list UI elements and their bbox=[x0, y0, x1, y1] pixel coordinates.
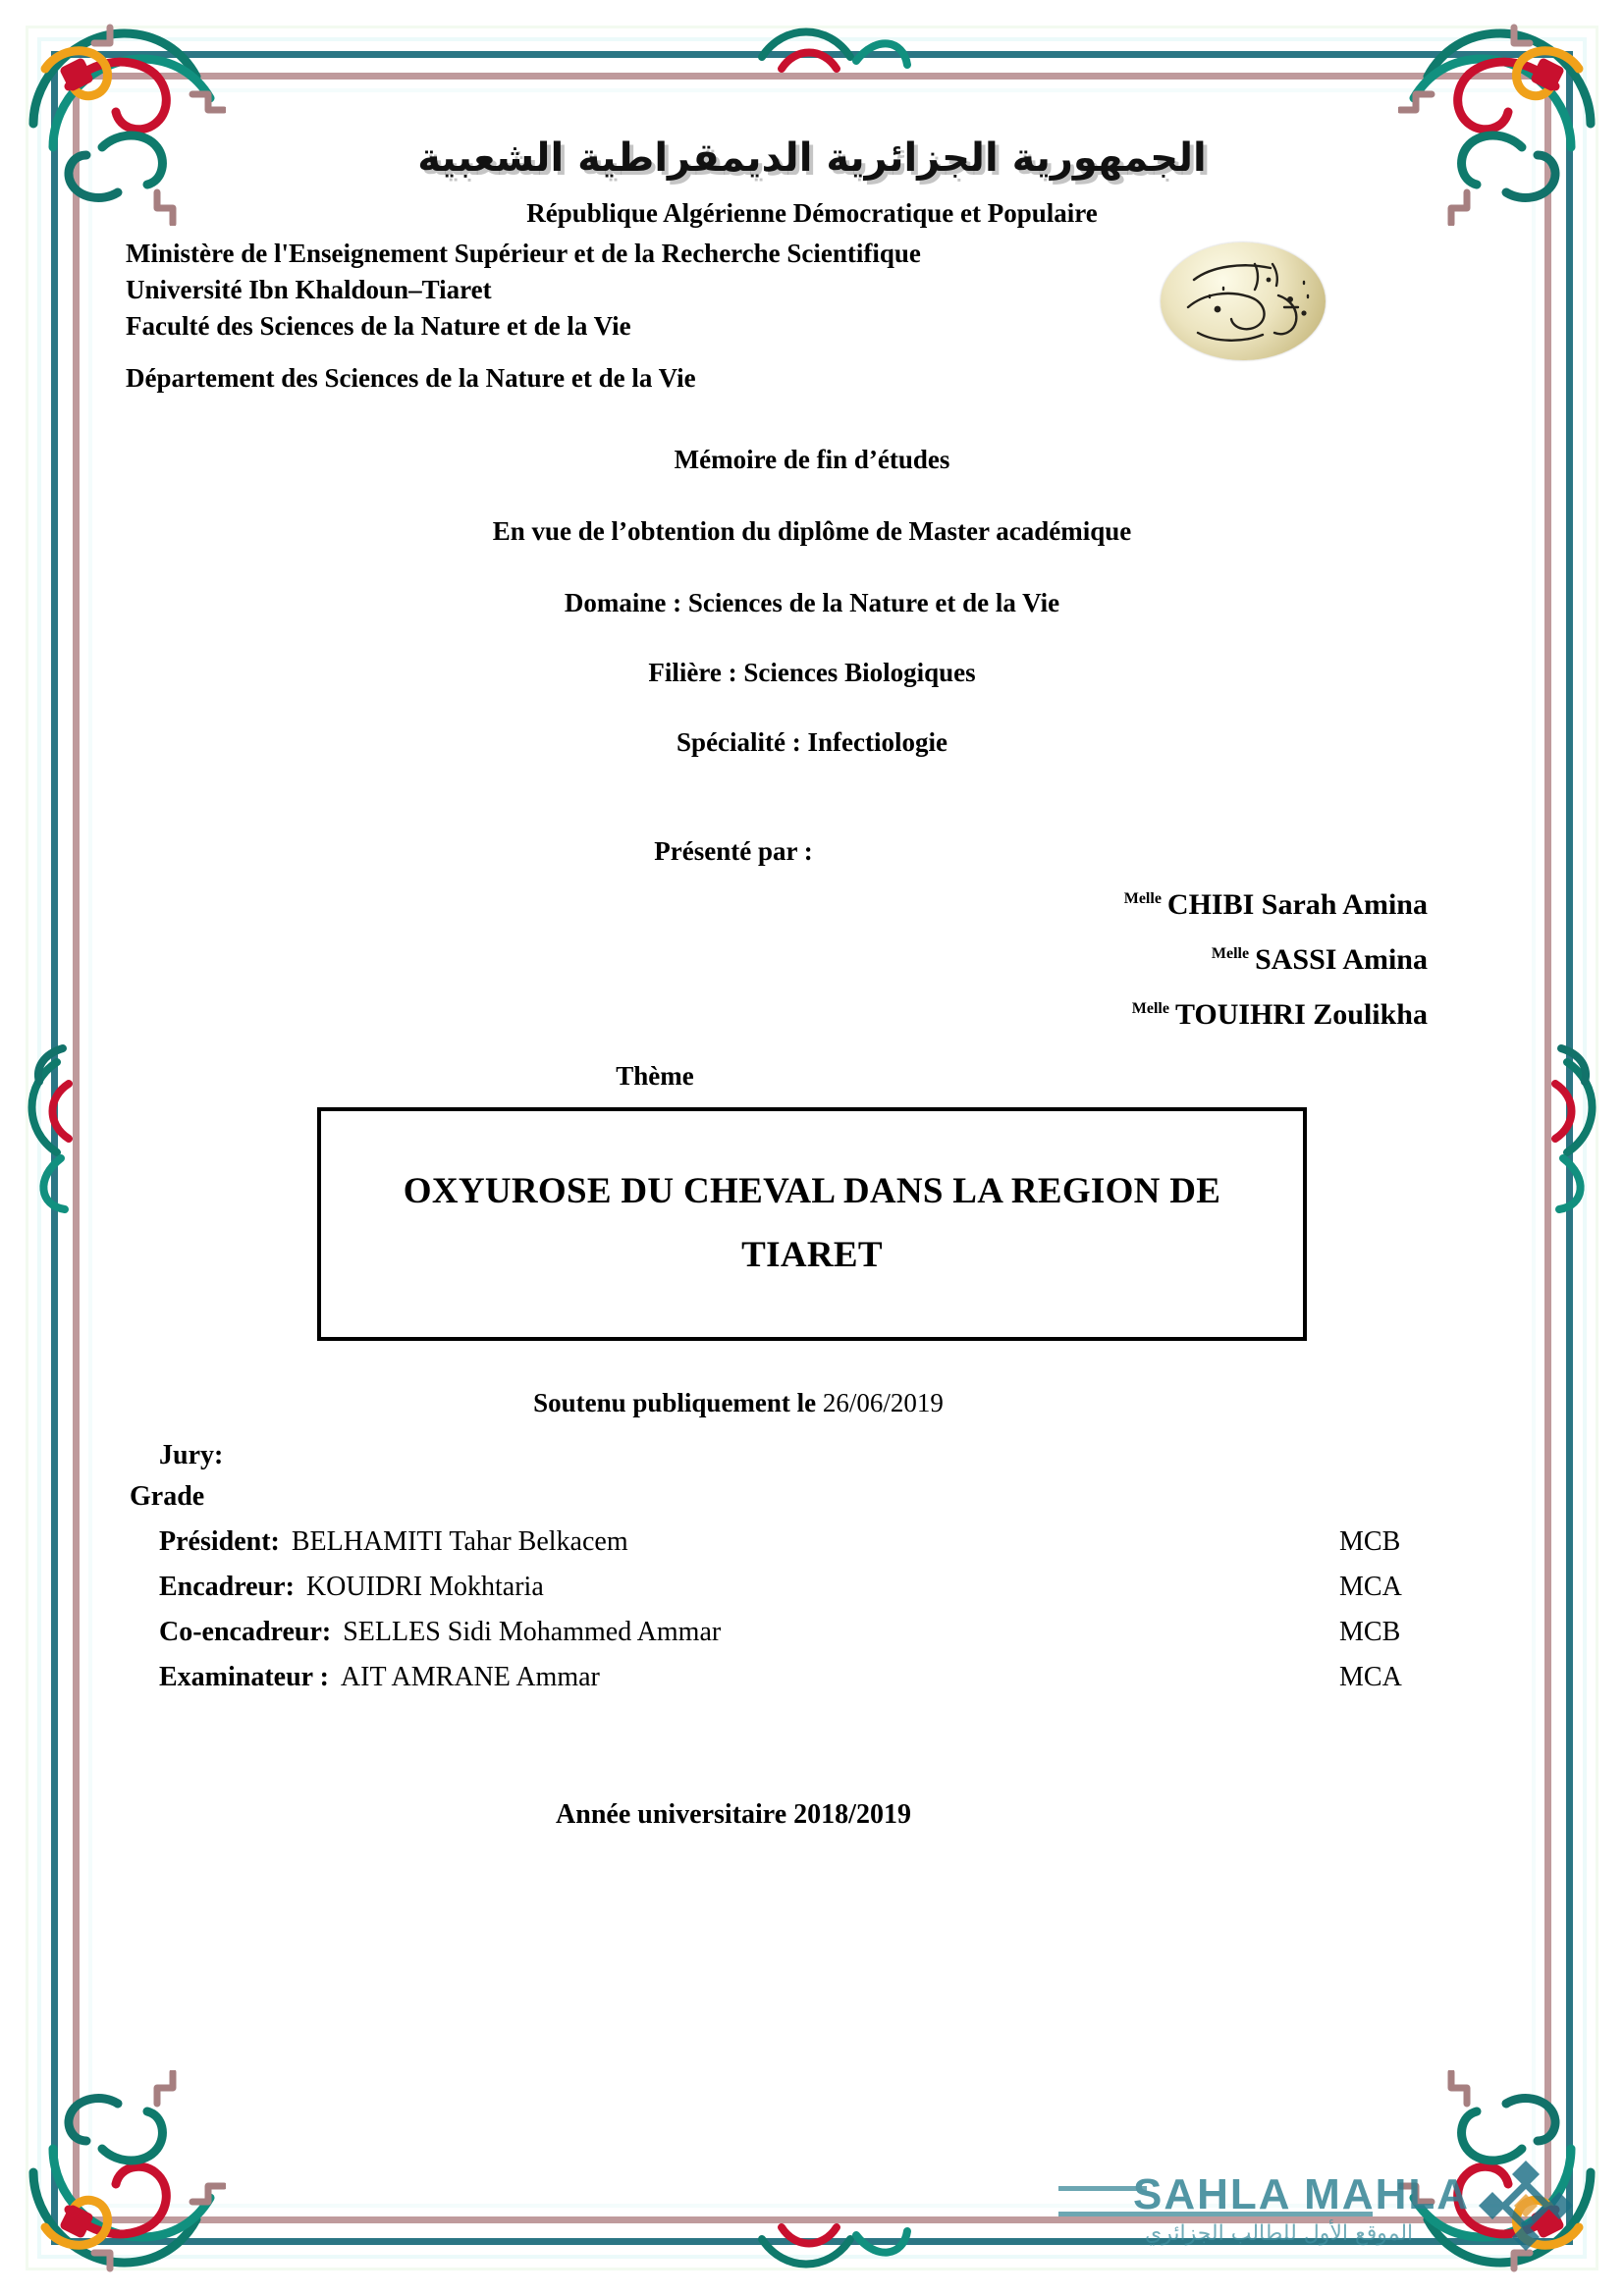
jury-role: Encadreur: bbox=[159, 1572, 295, 1602]
diploma-line: En vue de l’obtention du diplôme de Master académique bbox=[492, 516, 1132, 546]
jury-role: Co-encadreur: bbox=[159, 1617, 332, 1647]
specialite-line: Spécialité : Infectiologie bbox=[677, 727, 947, 757]
jury-name: SELLES Sidi Mohammed Ammar bbox=[343, 1617, 722, 1647]
jury-name: BELHAMITI Tahar Belkacem bbox=[291, 1526, 628, 1557]
table-row bbox=[159, 1662, 1516, 1693]
edge-ornament-top bbox=[738, 0, 915, 118]
jury-name: AIT AMRANE Ammar bbox=[340, 1662, 600, 1692]
student-honorific: Melle bbox=[1131, 1000, 1169, 1017]
page-title: OXYUROSE DU CHEVAL DANS LA REGION DE TIARET bbox=[403, 1171, 1221, 1275]
defense-date-line bbox=[108, 1388, 1516, 1418]
filiere-line: Filière : Sciences Biologiques bbox=[648, 658, 976, 687]
jury-role: Président: bbox=[159, 1526, 280, 1557]
list-item bbox=[108, 888, 1428, 922]
presented-by-label: Présenté par : bbox=[654, 836, 813, 866]
list-item bbox=[108, 943, 1428, 977]
edge-ornament-bottom bbox=[738, 2178, 915, 2296]
table-row bbox=[159, 1526, 1516, 1558]
faculty-line: Faculté des Sciences de la Nature et de la Vie bbox=[126, 311, 631, 341]
defense-date: 26/06/2019 bbox=[822, 1388, 944, 1417]
jury-grade: MCA bbox=[1339, 1662, 1402, 1692]
university-seal-logo bbox=[1161, 242, 1326, 360]
student-name: TOUIHRI Zoulikha bbox=[1174, 998, 1428, 1031]
grade-column-heading: Grade bbox=[130, 1481, 205, 1512]
watermark-brand-text: SAHLA MAHLA bbox=[1133, 2170, 1470, 2218]
table-row bbox=[159, 1617, 1516, 1648]
cover-content bbox=[108, 108, 1516, 2188]
sahla-mahla-watermark bbox=[1115, 2147, 1577, 2274]
jury-name: KOUIDRI Mokhtaria bbox=[305, 1572, 544, 1602]
academic-year-line: Année universitaire 2018/2019 bbox=[556, 1799, 911, 1830]
university-line: Université Ibn Khaldoun–Tiaret bbox=[126, 275, 492, 304]
student-name: SASSI Amina bbox=[1255, 943, 1428, 976]
department-line: Département des Sciences de la Nature et de la Vie bbox=[126, 363, 696, 393]
jury-grade: MCB bbox=[1339, 1526, 1401, 1557]
arabic-republic-heading: الجمهورية الجزائرية الديمقراطية الشعبية bbox=[417, 135, 1207, 181]
jury-table bbox=[108, 1526, 1516, 1693]
theme-label: Thème bbox=[616, 1061, 694, 1091]
thesis-title-box bbox=[317, 1107, 1307, 1341]
watermark-diamond-logo-icon bbox=[1475, 2155, 1577, 2257]
students-list bbox=[108, 888, 1516, 1032]
jury-grade: MCA bbox=[1339, 1572, 1402, 1602]
jury-role: Examinateur : bbox=[159, 1662, 329, 1692]
republic-line-french: République Algérienne Démocratique et Populaire bbox=[526, 198, 1098, 228]
jury-heading: Jury: bbox=[159, 1440, 224, 1470]
ministry-line: Ministère de l'Enseignement Supérieur et de la Recherche Scientifique bbox=[126, 239, 921, 268]
jury-grade: MCB bbox=[1339, 1617, 1401, 1647]
watermark-arabic-text: الموقع الأول للطالب الجزائري bbox=[1145, 2221, 1414, 2246]
student-name: CHIBI Sarah Amina bbox=[1166, 888, 1428, 921]
memoire-label: Mémoire de fin d’études bbox=[674, 445, 950, 474]
domaine-line: Domaine : Sciences de la Nature et de la Vie bbox=[564, 588, 1060, 617]
list-item bbox=[108, 998, 1428, 1032]
table-row bbox=[159, 1572, 1516, 1603]
defense-lead-label: Soutenu publiquement le bbox=[533, 1388, 817, 1417]
student-honorific: Melle bbox=[1123, 890, 1162, 907]
student-honorific: Melle bbox=[1211, 945, 1250, 962]
